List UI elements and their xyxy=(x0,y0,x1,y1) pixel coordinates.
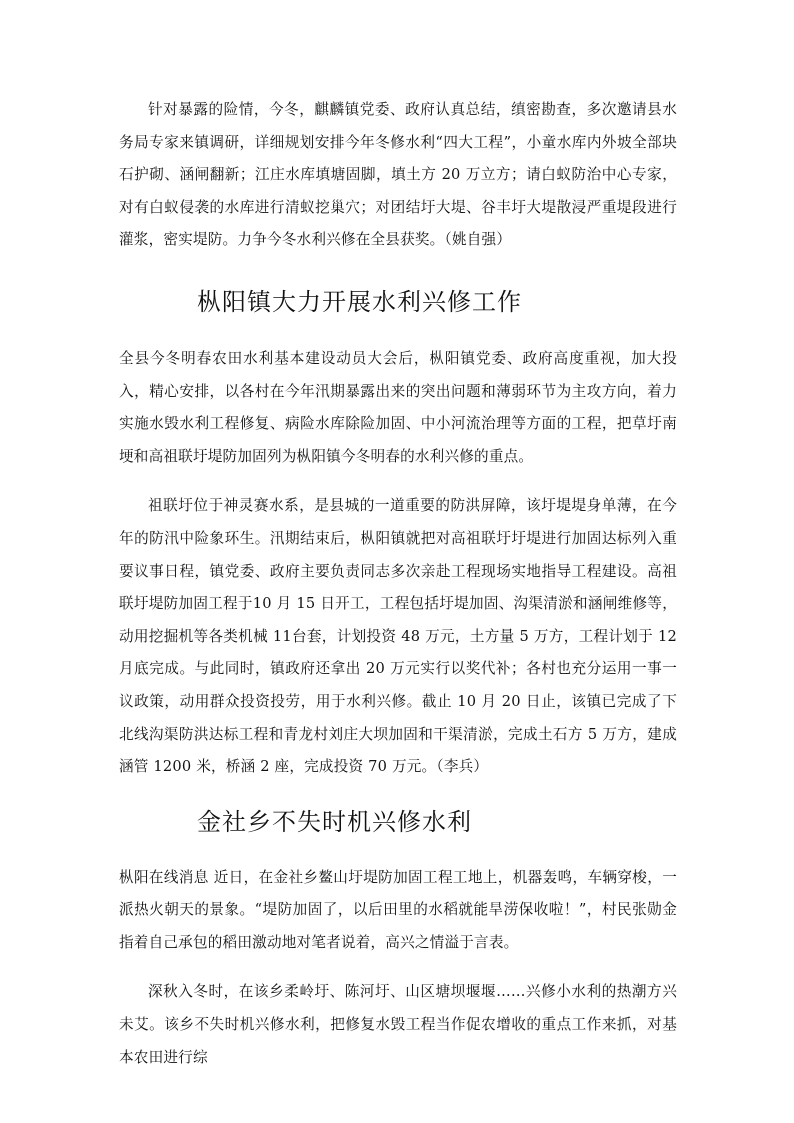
document-page xyxy=(119,94,677,1074)
article1-body: 针对暴露的险情，今冬，麒麟镇党委、政府认真总结，缜密勘查，多次邀请县水务局专家来镇调研，详细规划安排今年冬修水利“四大工程”，小童水库内外坡全部块石护砌、涵闸翻新；江庄水库填塘固脚，填土方 20 万立方；请白蚁防治中心专家，对有白蚁侵袭的水库进行清蚁挖巢穴；对团结圩大堤、谷丰圩大堤散浸严重堤段进行灌浆，密实堤防。力争今冬水利兴修在全县获奖。（姚自强） xyxy=(119,101,677,249)
article3-paragraph-2: 深秋入冬时，在该乡柔岭圩、陈河圩、山区塘坝堰堰……兴修小水利的热潮方兴未艾。该乡不失时机兴修水利，把修复水毁工程当作促农增收的重点工作来抓，对基本农田进行综 xyxy=(119,983,677,1066)
article2-paragraph-2: 祖联圩位于神灵赛水系，是县城的一道重要的防洪屏障，该圩堤堤身单薄，在今年的防汛中险象环生。汛期结束后，枞阳镇就把对高祖联圩圩堤进行加固达标列入重要议事日程，镇党委、政府主要负责同志多次亲赴工程现场实地指导工程建设。高祖联圩堤防加固工程于10 月 15 日开工，工程包括圩堤加固、沟渠清淤和涵闸维修等，动用挖掘机等各类机械 11台套，计划投资 48 万元，土方量 5 万方，工程计划于 12 月底完成。与此同时，镇政府还拿出 20 万元实行以奖代补；各村也充分运用一事一议政策，动用群众投资投劳，用于水利兴修。截止 10 月 20 日止，该镇已完成了下北线沟渠防洪达标工程和青龙村刘庄大坝加固和干渠清淤，完成土石方 5 万方，建成涵管 1200 米，桥涵 2 座，完成投资 70 万元。（李兵） xyxy=(119,497,677,776)
article2-title: 枞阳镇大力开展水利兴修工作 xyxy=(197,287,522,316)
article3-title: 金社乡不失时机兴修水利 xyxy=(197,807,472,836)
article3-paragraph-1: 枞阳在线消息 近日，在金社乡鳌山圩堤防加固工程工地上，机器轰鸣，车辆穿梭，一派热火朝天的景象。“堤防加固了，以后田里的水稻就能旱涝保收啦！”，村民张勋金指着自己承包的稻田激动地对笔者说着，高兴之情溢于言表。 xyxy=(119,868,677,951)
article2-paragraph-1: 全县今冬明春农田水利基本建设动员大会后，枞阳镇党委、政府高度重视，加大投入，精心安排，以各村在今年汛期暴露出来的突出问题和薄弱环节为主攻方向，着力实施水毁水利工程修复、病险水库除险加固、中小河流治理等方面的工程，把草圩南埂和高祖联圩堤防加固列为枞阳镇今冬明春的水利兴修的重点。 xyxy=(119,349,677,465)
